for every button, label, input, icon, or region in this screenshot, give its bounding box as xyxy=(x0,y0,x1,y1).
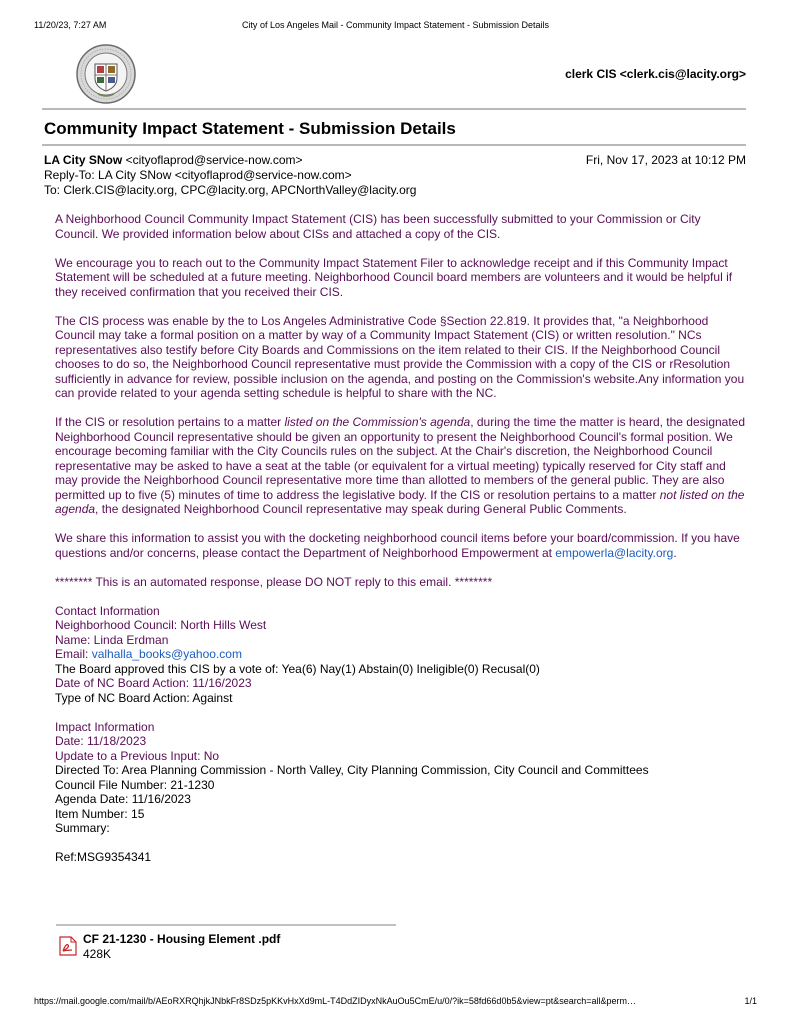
impact-section xyxy=(55,720,745,836)
body-paragraph-agenda xyxy=(55,415,745,517)
to-line: To: Clerk.CIS@lacity.org, CPC@lacity.org, APCNorthValley@lacity.org xyxy=(44,183,417,197)
summary: Summary: xyxy=(55,821,110,835)
impact-date: Date: 11/18/2023 xyxy=(55,734,147,748)
board-action-type: Type of NC Board Action: Against xyxy=(55,690,233,705)
neighborhood-council: Neighborhood Council: North Hills West xyxy=(55,618,267,632)
directed-to: Directed To: Area Planning Commission - North Valley, City Planning Commission, City Council and Committees xyxy=(55,763,649,777)
email-date: Fri, Nov 17, 2023 at 10:12 PM xyxy=(585,153,746,167)
attachment-divider xyxy=(56,924,396,926)
contact-heading: Contact Information xyxy=(55,603,160,618)
body-paragraph-share xyxy=(55,531,745,560)
reference-number: Ref:MSG9354341 xyxy=(55,850,152,864)
reply-to-line: Reply-To: LA City SNow <cityoflaprod@service-now.com> xyxy=(44,168,352,182)
contact-email-link[interactable]: valhalla_books@yahoo.com xyxy=(91,647,242,661)
automated-notice: ******** This is an automated response, please DO NOT reply to this email. ******** xyxy=(55,574,493,589)
text-span: Email: xyxy=(55,647,92,661)
text-span: . xyxy=(673,545,677,560)
page-url: https://mail.google.com/mail/b/AEoRXRQhjkJNbkFr8SDz5pKKvHxXd9mL-T4DdZIDyxNkAuOu5CmE/u/0/?ik=58fd66d0b5&view=pt&search=all&perm… xyxy=(34,996,637,1006)
header-divider xyxy=(42,108,746,110)
board-action-date: Date of NC Board Action: 11/16/2023 xyxy=(55,676,252,690)
contact-email xyxy=(55,647,745,662)
body-paragraph-process: The CIS process was enable by the to Los Angeles Administrative Code §Section 22.819. It provides that, "a Neighborhood Council may take a formal position on a matter by way of a Community Impact Statement (CIS) or written resolution." NCs representatives also testify before City Boards and Commissions on the item related to their CIS. If the Neighborhood Council chooses to do so, the Neighborhood Council representative must provide the Commission with a copy of the CIS or rResolution sufficiently in advance for review, possible inclusion on the agenda, and posting on the Commission's website.Any information you can provide related to your agenda setting schedule is helpful to share with the NC. xyxy=(55,313,745,400)
subject-divider xyxy=(42,144,746,146)
sender-address: <cityoflaprod@service-now.com> xyxy=(125,153,303,167)
page-number: 1/1 xyxy=(744,996,757,1006)
contact-section xyxy=(55,604,745,706)
agenda-date: Agenda Date: 11/16/2023 xyxy=(55,792,191,806)
email-subject: Community Impact Statement - Submission Details xyxy=(44,119,456,138)
sender-name: LA City SNow xyxy=(44,153,123,167)
email-body xyxy=(55,212,745,865)
city-seal-logo xyxy=(76,44,136,104)
update-previous-input: Update to a Previous Input: No xyxy=(55,748,220,763)
emphasis-not-listed: not listed on the agenda xyxy=(55,487,745,516)
attachment-size: 428K xyxy=(83,947,112,961)
attachment-name[interactable]: CF 21-1230 - Housing Element .pdf xyxy=(83,932,281,946)
print-datetime: 11/20/23, 7:27 AM xyxy=(34,20,107,30)
emphasis-listed: listed on the Commission's agenda xyxy=(284,415,471,429)
body-paragraph-intro: A Neighborhood Council Community Impact Statement (CIS) has been successfully submitted to your Commission or City Council. We provided information below about CISs and attached a copy of the CIS. xyxy=(55,212,701,241)
account-header: clerk CIS <clerk.cis@lacity.org> xyxy=(565,67,746,81)
item-number: Item Number: 15 xyxy=(55,806,145,821)
empowerla-email-link[interactable]: empowerla@lacity.org xyxy=(555,545,674,560)
council-file-number: Council File Number: 21-1230 xyxy=(55,777,215,792)
text-span: If the CIS or resolution pertains to a matter xyxy=(55,415,285,429)
impact-heading: Impact Information xyxy=(55,719,155,734)
contact-name: Name: Linda Erdman xyxy=(55,632,169,647)
from-line xyxy=(44,153,303,168)
pdf-file-icon[interactable] xyxy=(59,936,77,956)
body-paragraph-encourage: We encourage you to reach out to the Community Impact Statement Filer to acknowledge receipt and if this Community Impact Statement will be scheduled at a future meeting. Neighborhood Council board members are volunteers and it would be helpful if they received confirmation that you received their CIS. xyxy=(55,255,733,299)
board-vote: The Board approved this CIS by a vote of: Yea(6) Nay(1) Abstain(0) Ineligible(0) Recusal(0) xyxy=(55,661,540,676)
text-span: We share this information to assist you with the docketing neighborhood council items before your board/commission. If you have questions and/or concerns, please contact the Department of Neighborhood Empowerment at xyxy=(55,531,740,560)
text-span: , during the time the matter is heard, the designated Neighborhood Council representative should be given an opportunity to present the Neighborhood Council's formal position. We encourage becoming familiar with the City Councils rules on the subject. At the Chair's discretion, the Neighborhood Council representative may be asked to have a seat at the table (or equivalent for a virtual meeting) typically reserved for City staff and may provide the Neighborhood Council representative more time than allotted to members of the general public. They are also permitted up to five (5) minutes of time to address the legislative body. If the CIS or resolution pertains to a matter xyxy=(55,415,746,502)
text-span: , the designated Neighborhood Council representative may speak during General Public Comments. xyxy=(95,502,627,516)
print-title: City of Los Angeles Mail - Community Impact Statement - Submission Details xyxy=(241,20,550,30)
